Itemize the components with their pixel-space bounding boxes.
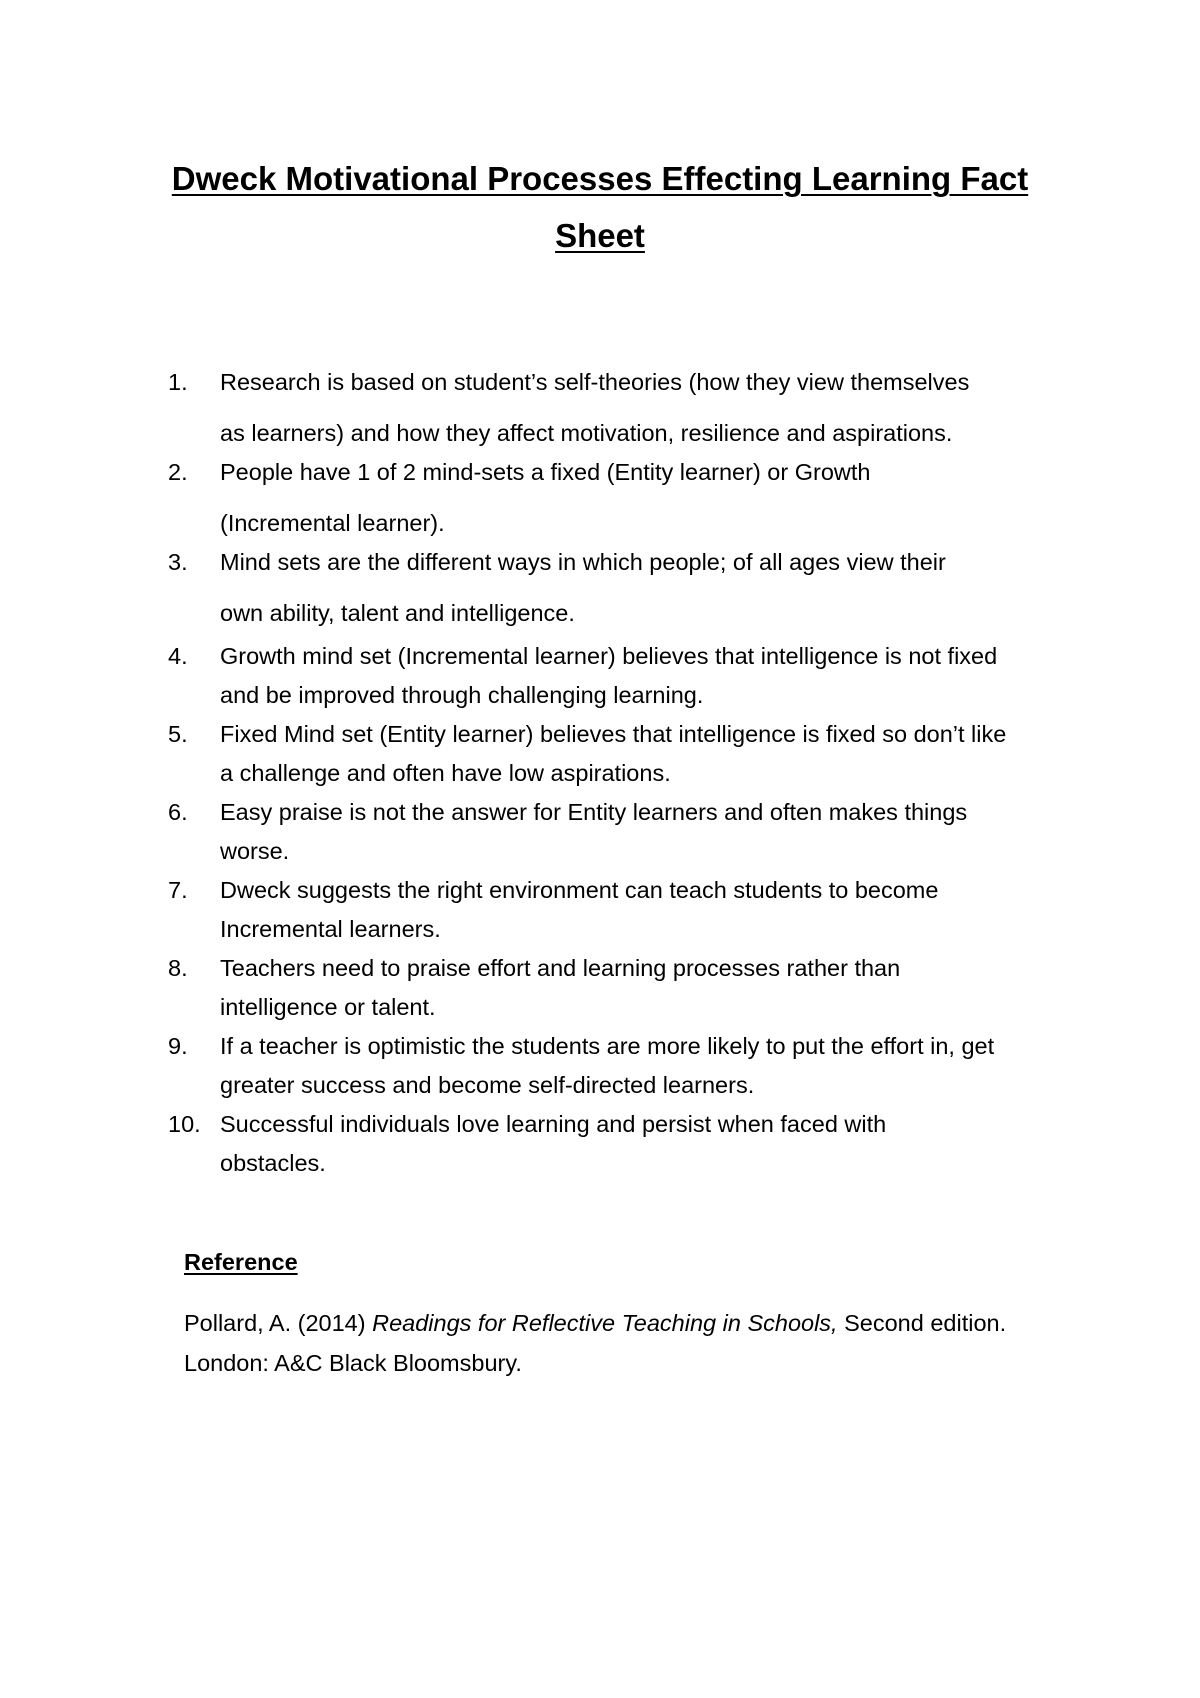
list-item-number: 10. — [168, 1111, 201, 1137]
list-item — [168, 949, 960, 1027]
list-item-text: Easy praise is not the answer for Entity learners and often makes things worse. — [220, 799, 968, 864]
citation-author-year: Pollard, A. (2014) — [184, 1310, 373, 1336]
list-item — [168, 1027, 1040, 1105]
list-item-text: Mind sets are the different ways in which people; of all ages view their own ability, talent and intelligence. — [220, 549, 946, 626]
list-item-number: 1. — [168, 369, 188, 395]
page-title: Dweck Motivational Processes Effecting Learning Fact Sheet — [171, 160, 1029, 254]
list-item-number: 8. — [168, 955, 188, 981]
list-item-text: Research is based on student’s self-theories (how they view themselves as learners) and how they affect motivation, resilience and aspirations. — [220, 369, 970, 446]
citation-publication-details: Second edition. London: A&C Black Bloomsbury. — [184, 1310, 1007, 1376]
list-item-text: Successful individuals love learning and persist when faced with obstacles. — [220, 1111, 887, 1176]
list-item — [168, 1105, 980, 1183]
list-item-text: Dweck suggests the right environment can teach students to become Incremental learners. — [220, 877, 939, 942]
list-item — [168, 715, 1020, 793]
list-item — [168, 357, 980, 459]
list-item — [168, 871, 990, 949]
reference-heading: Reference — [184, 1249, 298, 1275]
list-item-number: 9. — [168, 1033, 188, 1059]
list-item-number: 3. — [168, 549, 188, 575]
list-item-text: People have 1 of 2 mind-sets a fixed (Entity learner) or Growth (Incremental learner). — [220, 459, 871, 536]
list-item-number: 5. — [168, 721, 188, 747]
list-item-number: 2. — [168, 459, 188, 485]
list-item-text: If a teacher is optimistic the students are more likely to put the effort in, get greater success and become self-directed learners. — [220, 1033, 995, 1098]
list-item — [168, 793, 1010, 871]
fact-list — [168, 357, 1068, 1183]
list-item-text: Fixed Mind set (Entity learner) believes that intelligence is fixed so don’t like a challenge and often have low aspirations. — [220, 721, 1007, 786]
list-item — [168, 537, 990, 639]
citation-book-title: Readings for Reflective Teaching in Schools, — [372, 1310, 838, 1336]
list-item-number: 7. — [168, 877, 188, 903]
list-item-text: Growth mind set (Incremental learner) believes that intelligence is not fixed and be improved through challenging learning. — [220, 643, 998, 708]
reference-citation — [184, 1303, 1044, 1383]
list-item — [168, 447, 890, 549]
list-item-number: 6. — [168, 799, 188, 825]
list-item-number: 4. — [168, 643, 188, 669]
list-item-text: Teachers need to praise effort and learning processes rather than intelligence or talent. — [220, 955, 901, 1020]
list-item — [168, 637, 1010, 715]
